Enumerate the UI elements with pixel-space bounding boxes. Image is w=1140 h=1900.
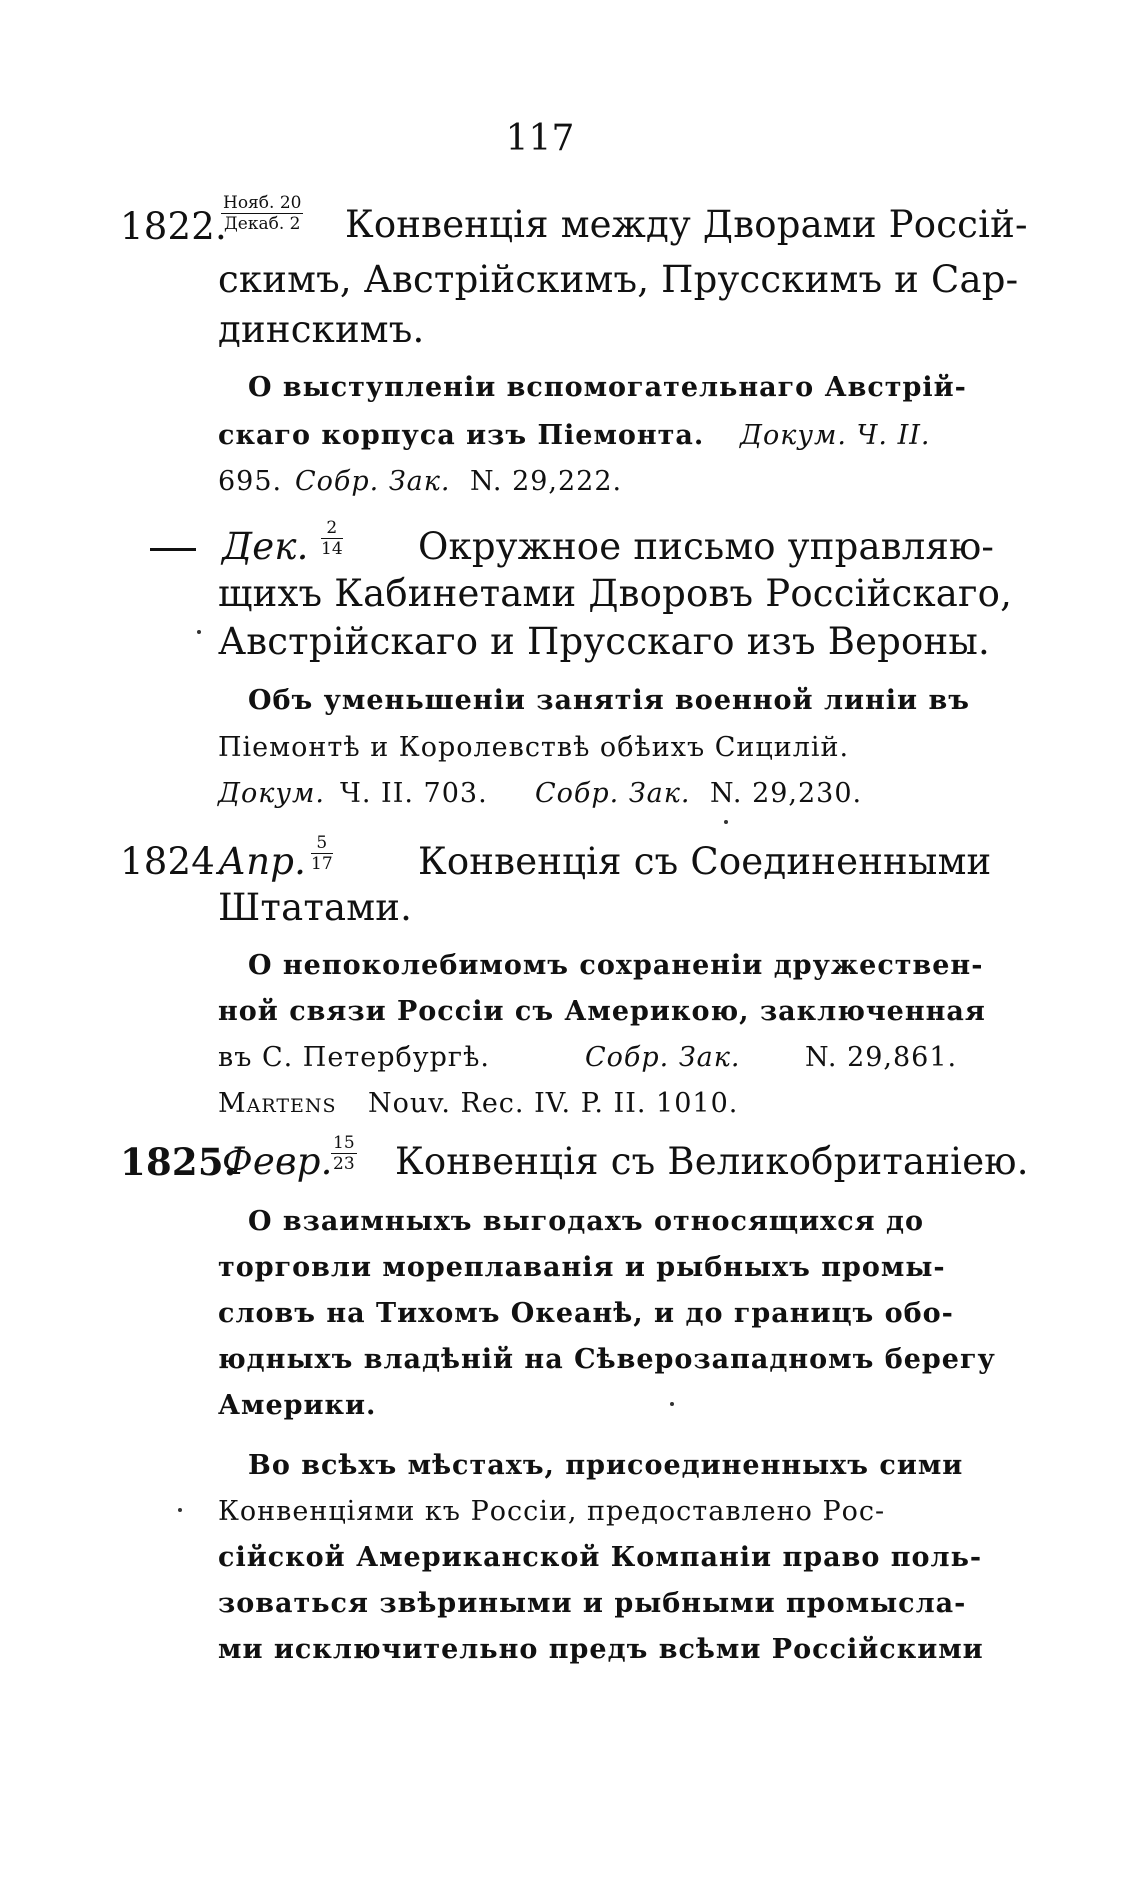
continuation-dash <box>150 548 196 551</box>
entry-paragraph-line: ми исключительно предъ всѣми Россійскими <box>218 1634 984 1665</box>
entry-year: 1825. <box>120 1140 237 1184</box>
fraction-denominator: Декаб. 2 <box>223 214 301 234</box>
fraction-denominator: 17 <box>311 854 333 874</box>
entry-description: ной связи Россіи съ Америкою, заключенная <box>218 996 986 1027</box>
date-fraction <box>325 1135 363 1173</box>
stray-mark <box>197 630 201 634</box>
entry-title-line: динскимъ. <box>218 308 425 351</box>
entry-title: Окружное письмо управляю- <box>418 525 995 568</box>
entry-description: Объ уменьшеніи занятія военной линіи въ <box>248 685 970 716</box>
author-reference: Martens <box>218 1088 337 1119</box>
law-number: N. 29,230. <box>710 778 863 809</box>
fraction-denominator: 23 <box>333 1154 355 1174</box>
publication-reference: Nouv. Rec. IV. P. II. 1010. <box>368 1088 739 1119</box>
page-number: 117 <box>505 118 575 159</box>
entry-paragraph-line: Америки. <box>218 1390 377 1421</box>
entry-paragraph-line: сійской Американской Компаніи право поль- <box>218 1542 983 1573</box>
collection-reference: Собр. Зак. <box>295 466 451 497</box>
document-reference: Докум. <box>218 778 325 809</box>
entry-paragraph-line: юдныхъ владѣній на Сѣверозападномъ берегу <box>218 1344 996 1375</box>
entry-month: Дек. <box>222 525 309 568</box>
entry-description: О непоколебимомъ сохраненіи дружествен- <box>248 950 984 981</box>
entry-year: 1824. <box>120 840 227 883</box>
fraction-numerator: 15 <box>333 1133 355 1153</box>
reference-number: Ч. II. 703. <box>340 778 488 809</box>
entry-title-line: скимъ, Австрійскимъ, Прусскимъ и Сар- <box>218 258 1019 301</box>
entry-month: Февр. <box>222 1140 333 1183</box>
entry-description: О выступленіи вспомогательнаго Австрій- <box>248 372 967 403</box>
entry-paragraph-line: О взаимныхъ выгодахъ относящихся до <box>248 1206 925 1237</box>
entry-year: 1822. <box>120 205 227 248</box>
entry-title: Конвенція между Дворами Россій- <box>345 203 1028 246</box>
document-reference: Докум. Ч. II. <box>740 420 931 451</box>
fraction-numerator: Нояб. 20 <box>223 193 302 213</box>
date-fraction <box>315 520 349 558</box>
reference-number: 695. <box>218 466 283 497</box>
entry-title-line: Штатами. <box>218 886 413 929</box>
entry-paragraph-line: зоваться звѣриными и рыбными промысла- <box>218 1588 967 1619</box>
date-fraction <box>305 835 339 873</box>
entry-description: скаго корпуса изъ Піемонта. <box>218 420 705 451</box>
entry-paragraph-line: торговли мореплаванія и рыбныхъ промы- <box>218 1252 946 1283</box>
entry-description: въ С. Петербургѣ. <box>218 1042 490 1073</box>
date-fraction <box>215 195 309 233</box>
collection-reference: Собр. Зак. <box>585 1042 741 1073</box>
stray-mark <box>670 1402 674 1406</box>
law-number: N. 29,861. <box>805 1042 958 1073</box>
stray-mark <box>178 1508 182 1512</box>
entry-title-line: Австрійскаго и Прусскаго изъ Вероны. <box>218 620 991 663</box>
fraction-numerator: 5 <box>311 835 333 854</box>
law-number: N. 29,222. <box>470 466 623 497</box>
entry-month: Апр. <box>218 840 307 883</box>
fraction-denominator: 14 <box>321 539 343 559</box>
entry-title: Конвенція съ Соединенными <box>418 840 992 883</box>
entry-title-line: щихъ Кабинетами Дворовъ Россійскаго, <box>218 572 1013 615</box>
collection-reference: Собр. Зак. <box>535 778 691 809</box>
entry-paragraph-line: словъ на Тихомъ Океанѣ, и до границъ обо- <box>218 1298 954 1329</box>
fraction-numerator: 2 <box>321 520 343 539</box>
entry-description: Піемонтѣ и Королевствѣ обѣихъ Сицилій. <box>218 732 850 763</box>
entry-paragraph-line: Во всѣхъ мѣстахъ, присоединенныхъ сими <box>248 1450 964 1481</box>
entry-title: Конвенція съ Великобританіею. <box>395 1140 1029 1183</box>
stray-mark <box>724 820 728 824</box>
entry-paragraph-line: Конвенціями къ Россіи, предоставлено Рос- <box>218 1496 886 1527</box>
